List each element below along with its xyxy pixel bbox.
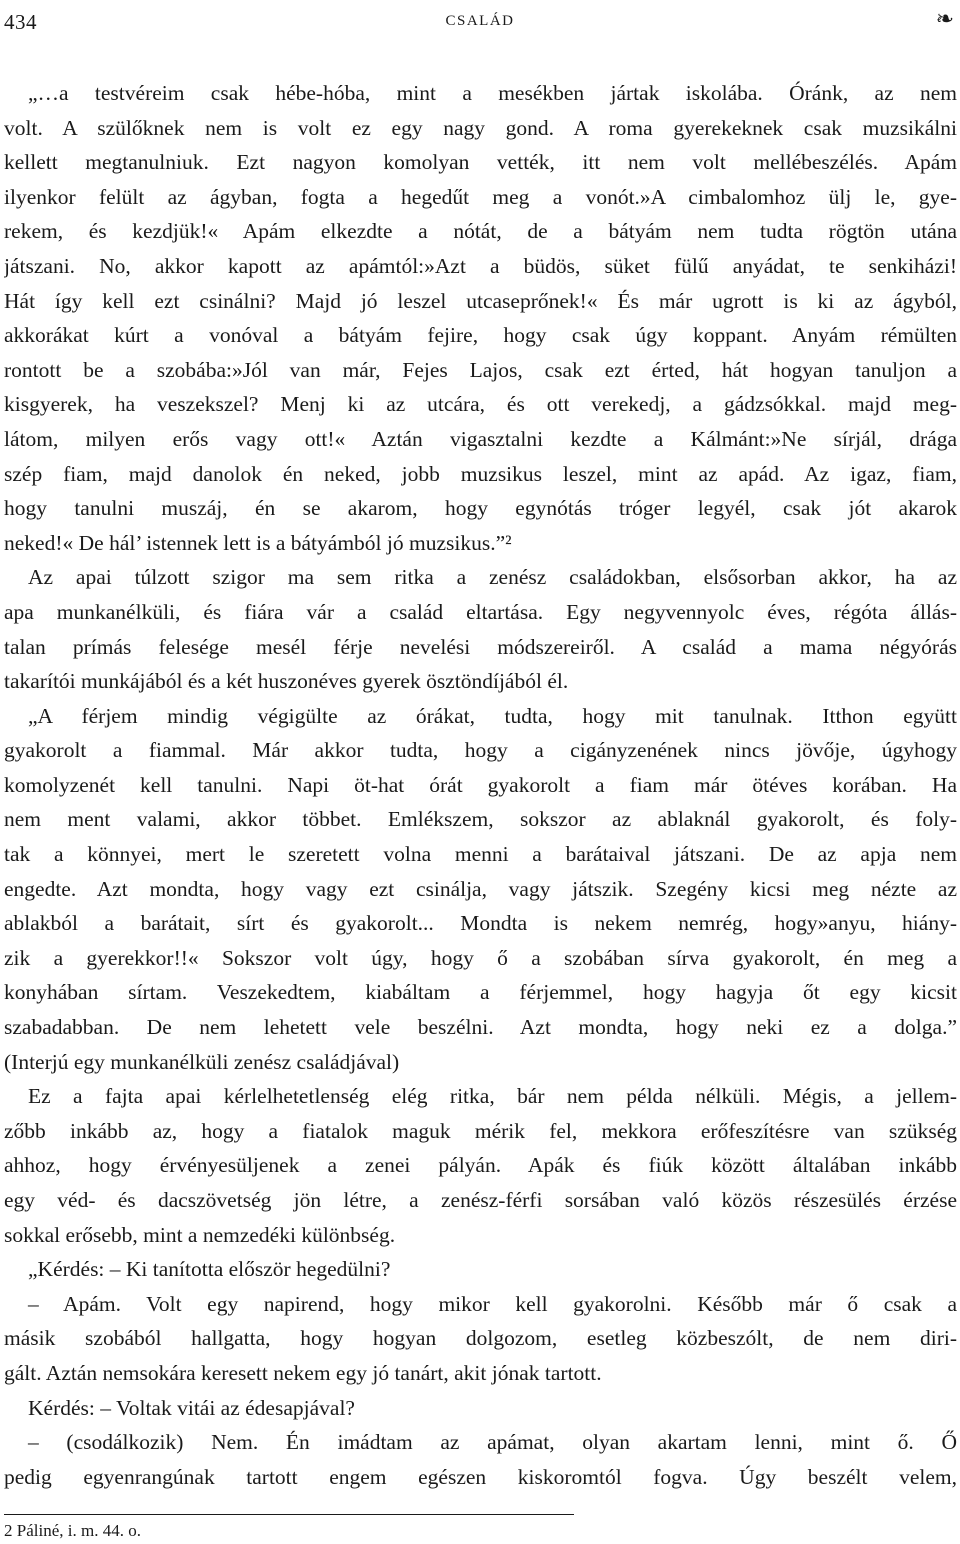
text-line: konyhában sírtam. Veszekedtem, kiabáltam a férjemmel, hogy hagyja őt egy kicsit <box>4 980 957 1005</box>
text-line: „…a testvéreim csak hébe-hóba, mint a mesékben jártak iskolába. Óránk, az nem <box>28 81 957 105</box>
text-line: másik szobából hallgatta, hogy hogyan dolgozom, esetleg közbeszólt, de nem diri- <box>4 1326 957 1351</box>
text-line: zőbb inkább az, hogy a fiatalok maguk mérik fel, mekkora erőfeszítésre van szükség <box>4 1118 957 1143</box>
text-line: – (csodálkozik) Nem. Én imádtam az apámat, olyan akartam lenni, mint ő. Ő <box>28 1430 957 1455</box>
page-header <box>0 4 960 34</box>
text-line: nem ment valami, akkor többet. Emlékszem, sokszor az ablaknál gyakorolt, és foly- <box>4 807 957 832</box>
text-line: szabadabban. De nem lehetett vele beszélni. Azt mondta, hogy neki ez a dolga.” <box>4 1015 957 1040</box>
text-line: (Interjú egy munkanélküli zenész családjával) <box>4 1049 400 1074</box>
text-line: ilyenkor felült az ágyban, fogta a hegedűt meg a vonót.»A cimbalomhoz ülj le, gye- <box>4 184 957 209</box>
text-line: kellett megtanulniuk. Ezt nagyon komolyan vették, itt nem volt mellébeszélés. Apám <box>4 150 957 175</box>
text-line: – Apám. Volt egy napirend, hogy mikor kell gyakorolni. Később már ő csak a <box>28 1291 957 1316</box>
text-line: Hát így kell ezt csinálni? Majd jó leszel utcaseprőnek!« És már ugrott is ki az ágyból, <box>4 288 957 313</box>
running-title: CSALÁD <box>445 13 515 29</box>
text-line: egy véd- és dacszövetség jön létre, a zenész-férfi sorsában való közös részesülés érzése <box>4 1188 957 1212</box>
text-line: zik a gyerekkor!!« Sokszor volt úgy, hogy ő a szobában sírva gyakorolt, én meg a <box>4 945 957 970</box>
text-line: játszani. No, akkor kapott az apámtól:»Azt a büdös, süket fülű anyádat, te senkiházi! <box>4 253 957 278</box>
text-line: rontott be a szobába:»Jól van már, Fejes Lajos, csak ezt érted, hát hogyan tanuljon a <box>4 357 957 382</box>
text-line: apa munkanélküli, és fiára vár a család eltartása. Egy negyvennyolc éves, régóta állás- <box>4 599 957 624</box>
text-line: látom, milyen erős vagy ott!« Aztán vigasztalni kezdte a Kálmánt:»Ne sírjál, drága <box>4 426 957 451</box>
text-line: Az apai túlzott szigor ma sem ritka a zenész családokban, elsősorban akkor, ha az <box>28 565 957 590</box>
text-line: ahhoz, hogy érvényesüljenek a zenei pályán. Apák és fiúk között általában inkább <box>4 1153 957 1178</box>
text-line: ablakból a barátait, sírt és gyakorolt... Mondta is nekem nemrég, hogy»anyu, hiány- <box>4 911 957 936</box>
body-text <box>4 76 957 1494</box>
text-line: pedig egyenrangúnak tartott engem egészen kiskoromtól fogva. Úgy beszélt velem, <box>4 1464 957 1489</box>
text-line: „Kérdés: – Ki tanította először hegedülni? <box>28 1257 391 1282</box>
text-line: akkorákat kúrt a vonóval a bátyám fejire, hogy csak úgy koppant. Anyám rémülten <box>4 323 957 348</box>
text-line: komolyzenét kell tanulni. Napi öt-hat órát gyakorolt a fiam már ötéves korában. Ha <box>4 772 957 797</box>
text-line: hogy tanulni muszáj, én se akarom, hogy egynótás tróger legyél, csak jót akarok <box>4 496 957 521</box>
text-line: sokkal erősebb, mint a nemzedéki különbség. <box>4 1222 396 1247</box>
text-line: takarítói munkájából és a két huszonéves gyerek ösztöndíjából él. <box>4 669 569 694</box>
text-line: Ez a fajta apai kérlelhetetlenség elég ritka, bár nem példa nélküli. Mégis, a jellem- <box>28 1084 957 1109</box>
text-line: „A férjem mindig végigülte az órákat, tudta, hogy mit tanulnak. Itthon együtt <box>28 703 957 728</box>
text-line: talan prímás felesége mesél férje nevelési módszereiről. A család a mama négyórás <box>4 634 957 659</box>
fleuron-ornament-icon: ❧ <box>935 7 954 32</box>
text-line: szép fiam, majd danolok én neked, jobb muzsikus leszel, mint az apád. Az igaz, fiam, <box>4 461 957 486</box>
text-line: Kérdés: – Voltak vitái az édesapjával? <box>28 1395 355 1420</box>
footnote-rule <box>4 1514 574 1515</box>
text-line: gyakorolt a fiammal. Már akkor tudta, hogy a cigányzenének nincs jövője, úgyhogy <box>4 738 957 763</box>
text-line: gált. Aztán nemsokára keresett nekem egy jó tanárt, akit jónak tartott. <box>4 1360 602 1385</box>
text-line: volt. A szülőknek nem is volt ez egy nagy gond. A roma gyerekeknek csak muzsikálni <box>4 115 957 140</box>
footnote: 2 Páliné, i. m. 44. o. <box>4 1521 141 1540</box>
page-number: 434 <box>4 10 37 34</box>
text-line: engedte. Azt mondta, hogy vagy ezt csinálja, vagy játszik. Szegény kicsi meg nézte az <box>4 876 957 901</box>
text-line: neked!« De hál’ istennek lett is a bátyámból jó muzsikus.”² <box>4 530 512 555</box>
text-line: tak a könnyei, mert le szeretett volna menni a barátaival játszani. De az apja nem <box>4 842 957 867</box>
text-line: rekem, és kezdjük!« Apám elkezdte a nótát, de a bátyám nem tudta rögtön utána <box>4 219 957 244</box>
text-line: kisgyerek, ha veszekszel? Menj ki az utcára, és ott verekedj, a gádzsókkal. majd meg- <box>4 392 957 417</box>
